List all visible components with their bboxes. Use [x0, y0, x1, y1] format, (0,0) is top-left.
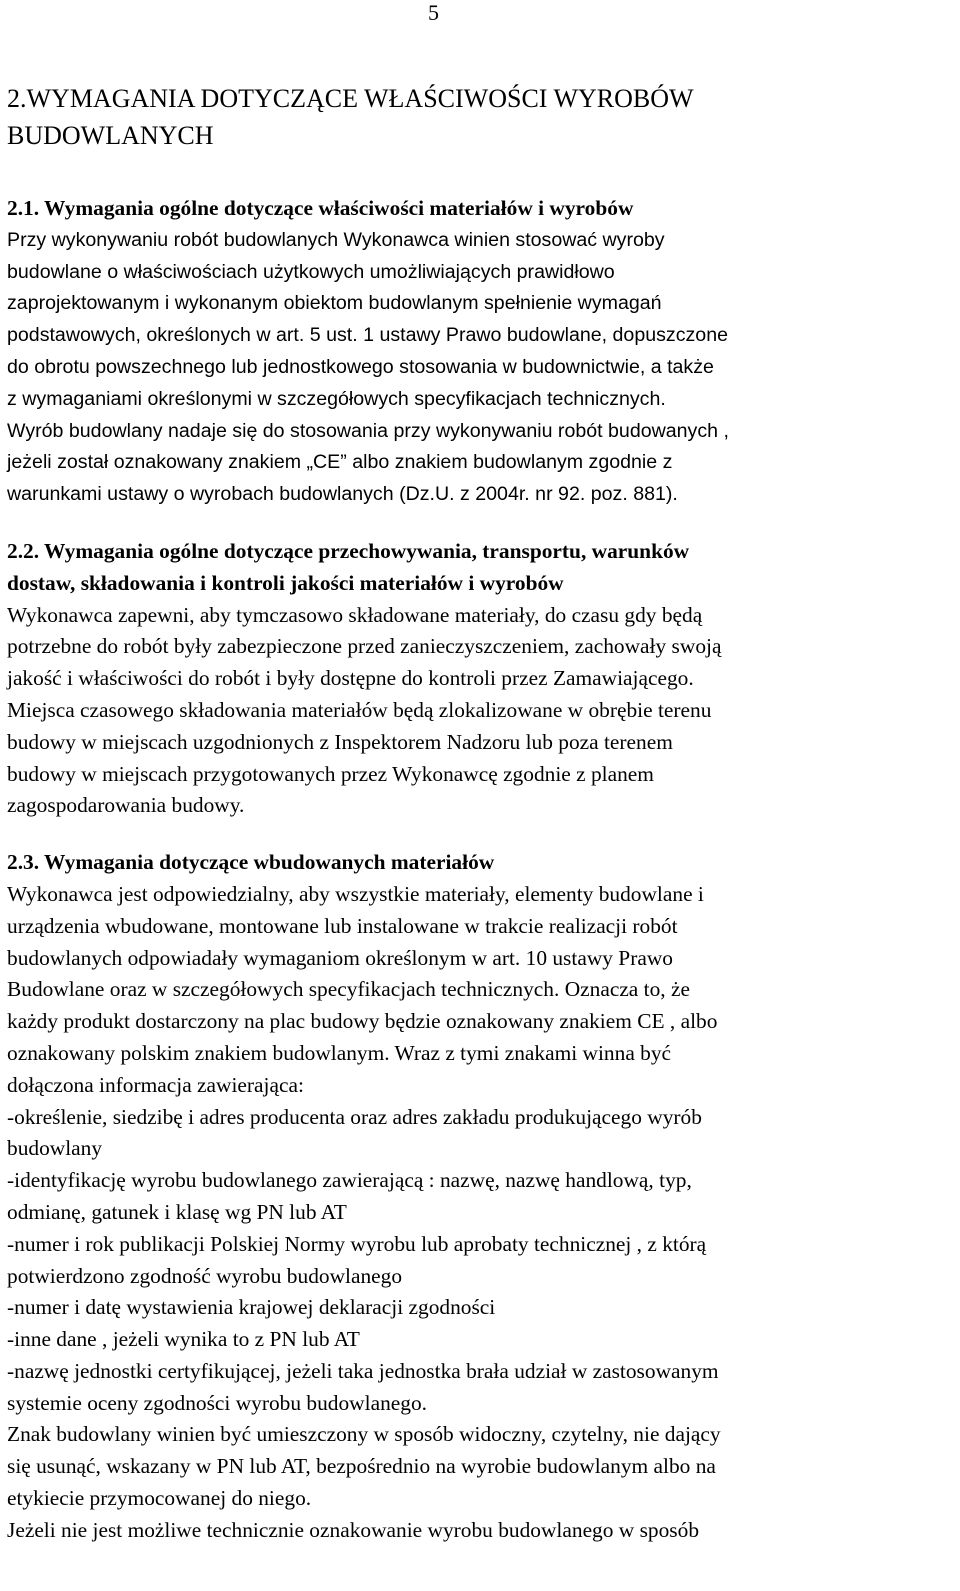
paragraph-line: z wymaganiami określonymi w szczegółowych specyfikacjach technicznych.	[7, 387, 666, 410]
list-item-continued: budowlany	[7, 1136, 103, 1161]
document-body	[7, 193, 953, 1547]
list-item-continued: systemie oceny zgodności wyrobu budowlanego.	[7, 1390, 428, 1415]
paragraph-line: Miejsca czasowego składowania materiałów będą zlokalizowane w obrębie terenu	[7, 697, 712, 722]
list-item: -identyfikację wyrobu budowlanego zawierającą : nazwę, nazwę handlową, typ,	[7, 1168, 692, 1193]
paragraph-line: warunkami ustawy o wyrobach budowlanych (Dz.U. z 2004r. nr 92. poz. 881).	[7, 483, 678, 506]
document-title-line-2: BUDOWLANYCH	[7, 121, 214, 150]
document-title	[7, 80, 947, 154]
section-heading-2-2: 2.2. Wymagania ogólne dotyczące przechowywania, transportu, warunków	[7, 538, 690, 563]
paragraph-line: Przy wykonywaniu robót budowlanych Wykonawca winien stosować wyroby	[7, 228, 665, 251]
list-item: -inne dane , jeżeli wynika to z PN lub AT	[7, 1327, 360, 1352]
paragraph-line: dołączona informacja zawierająca:	[7, 1072, 304, 1097]
paragraph-line: budowy w miejscach przygotowanych przez Wykonawcę zgodnie z planem	[7, 761, 654, 786]
page-number: 5	[428, 0, 439, 25]
list-item-continued: odmianę, gatunek i klasę wg PN lub AT	[7, 1199, 347, 1224]
list-item-continued: potwierdzono zgodność wyrobu budowlanego	[7, 1263, 403, 1288]
paragraph-line: budowlanych odpowiadały wymaganiom określonym w art. 10 ustawy Prawo	[7, 945, 673, 970]
paragraph-line: oznakowany polskim znakiem budowlanym. Wraz z tymi znakami winna być	[7, 1040, 672, 1065]
paragraph-line: zaprojektowanym i wykonanym obiektom budowlanym spełnienie wymagań	[7, 292, 662, 315]
paragraph-line: się usunąć, wskazany w PN lub AT, bezpośrednio na wyrobie budowlanym albo na	[7, 1454, 716, 1479]
paragraph-line: Jeżeli nie jest możliwe technicznie oznakowanie wyrobu budowlanego w sposób	[7, 1517, 700, 1542]
paragraph-line: Budowlane oraz w szczegółowych specyfikacjach technicznych. Oznacza to, że	[7, 977, 690, 1002]
list-item: -określenie, siedzibę i adres producenta oraz adres zakładu produkującego wyrób	[7, 1104, 702, 1129]
paragraph-line: Wykonawca zapewni, aby tymczasowo składowane materiały, do czasu gdy będą	[7, 602, 703, 627]
paragraph-line: podstawowych, określonych w art. 5 ust. 1 ustawy Prawo budowlane, dopuszczone	[7, 324, 728, 347]
paragraph-line: budowlane o właściwościach użytkowych umożliwiających prawidłowo	[7, 260, 615, 283]
list-item: -numer i rok publikacji Polskiej Normy wyrobu lub aprobaty technicznej , z którą	[7, 1231, 707, 1256]
paragraph-line: Wykonawca jest odpowiedzialny, aby wszystkie materiały, elementy budowlane i	[7, 881, 704, 906]
paragraph-line: Znak budowlany winien być umieszczony w sposób widoczny, czytelny, nie dający	[7, 1422, 721, 1447]
paragraph-line: jakość i właściwości do robót i były dostępne do kontroli przez Zamawiającego.	[7, 666, 694, 691]
paragraph-line: urządzenia wbudowane, montowane lub instalowane w trakcie realizacji robót	[7, 913, 678, 938]
paragraph-line: potrzebne do robót były zabezpieczone przed zanieczyszczeniem, zachowały swoją	[7, 634, 722, 659]
section-heading-2-2-continued: dostaw, składowania i kontroli jakości materiałów i wyrobów	[7, 570, 564, 595]
paragraph-line: jeżeli został oznakowany znakiem „CE” albo znakiem budowlanym zgodnie z	[7, 451, 673, 474]
paragraph-line: etykiecie przymocowanej do niego.	[7, 1486, 312, 1511]
document-title-line-1: 2.WYMAGANIA DOTYCZĄCE WŁAŚCIWOŚCI WYROBÓW	[7, 84, 694, 113]
paragraph-line: do obrotu powszechnego lub jednostkowego stosowania w budownictwie, a także	[7, 355, 714, 378]
paragraph-line: zagospodarowania budowy.	[7, 793, 245, 818]
paragraph-line: każdy produkt dostarczony na plac budowy będzie oznakowany znakiem CE , albo	[7, 1009, 718, 1034]
list-item: -numer i datę wystawienia krajowej deklaracji zgodności	[7, 1295, 496, 1320]
paragraph-line: Wyrób budowlany nadaje się do stosowania przy wykonywaniu robót budowanych ,	[7, 419, 729, 442]
section-heading-2-3: 2.3. Wymagania dotyczące wbudowanych materiałów	[7, 850, 495, 875]
list-item: -nazwę jednostki certyfikującej, jeżeli taka jednostka brała udział w zastosowanym	[7, 1358, 719, 1383]
paragraph-line: budowy w miejscach uzgodnionych z Inspektorem Nadzoru lub poza terenem	[7, 729, 673, 754]
section-heading-2-1: 2.1. Wymagania ogólne dotyczące właściwości materiałów i wyrobów	[7, 196, 634, 220]
